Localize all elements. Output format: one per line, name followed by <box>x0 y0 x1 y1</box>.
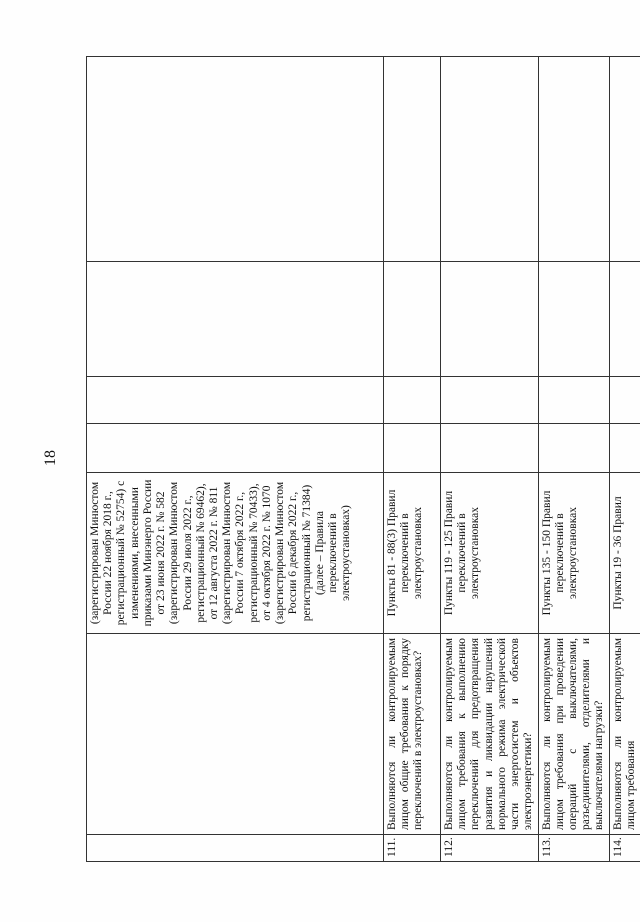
num-cell <box>87 835 384 862</box>
empty-cell <box>538 57 609 262</box>
page-number: 18 <box>42 450 59 466</box>
num-cell: 114. <box>609 835 640 862</box>
ref-cell: Пункты 81 - 88(3) Правил переключений в электроустановках <box>384 473 441 634</box>
checklist-table <box>86 56 640 862</box>
empty-cell <box>87 262 384 377</box>
ref-cell: Пункты 119 - 125 Правил переключений в электроустановках <box>441 473 539 634</box>
empty-cell <box>609 57 640 262</box>
empty-cell <box>87 57 384 262</box>
table-row <box>441 57 539 862</box>
empty-cell <box>538 424 609 473</box>
empty-cell <box>87 424 384 473</box>
table-row <box>384 57 441 862</box>
table-row <box>609 57 640 862</box>
question-cell: Выполняются ли контролируемым лицом общие требования к порядку переключений в электроустановках? <box>384 634 441 835</box>
ref-cell: Пункты 135 - 150 Правил переключений в электроустановках <box>538 473 609 634</box>
num-cell: 113. <box>538 835 609 862</box>
question-cell: Выполняются ли контролируемым лицом требования <box>609 634 640 835</box>
table-row <box>538 57 609 862</box>
empty-cell <box>384 424 441 473</box>
checklist-table-rotated <box>86 68 637 862</box>
ref-cell: (зарегистрирован Минюстом России 22 ноября 2018 г., регистрационный № 52754) с изменениями, внесенными приказами Минэнерго России от 23 июня 2022 г. № 582 (зарегистрирован Минюстом России 29 июля 2022 г., регистрационный № 69462), от 12 августа 2022 г. № 811 (зарегистрирован Минюстом России 7 октября 2022 г., регистрационный № 70433), от 4 октября 2022 г. № 1070 (зарегистрирован Минюстом России 6 декабря 2022 г., регистрационный № 71384) (далее – Правила переключений в электроустановках) <box>87 473 384 634</box>
empty-cell <box>441 377 539 424</box>
num-cell: 111. <box>384 835 441 862</box>
empty-cell <box>87 377 384 424</box>
empty-cell <box>384 377 441 424</box>
empty-cell <box>538 262 609 377</box>
table-row <box>87 57 384 862</box>
question-cell: Выполняются ли контролируемым лицом требования к выполнению переключений для предотвращения развития и ликвидации нарушений нормального режима электрической части энергосистем и объектов электроэнергетики? <box>441 634 539 835</box>
empty-cell <box>609 262 640 377</box>
empty-cell <box>441 424 539 473</box>
empty-cell <box>384 57 441 262</box>
empty-cell <box>609 424 640 473</box>
empty-cell <box>441 262 539 377</box>
empty-cell <box>538 377 609 424</box>
empty-cell <box>609 377 640 424</box>
question-cell <box>87 634 384 835</box>
empty-cell <box>384 262 441 377</box>
num-cell: 112. <box>441 835 539 862</box>
empty-cell <box>441 57 539 262</box>
ref-cell: Пункты 19 - 36 Правил <box>609 473 640 634</box>
question-cell: Выполняются ли контролируемым лицом требования при проведении операций с выключателями, разъединителями, отделителями и выключателями нагрузки? <box>538 634 609 835</box>
